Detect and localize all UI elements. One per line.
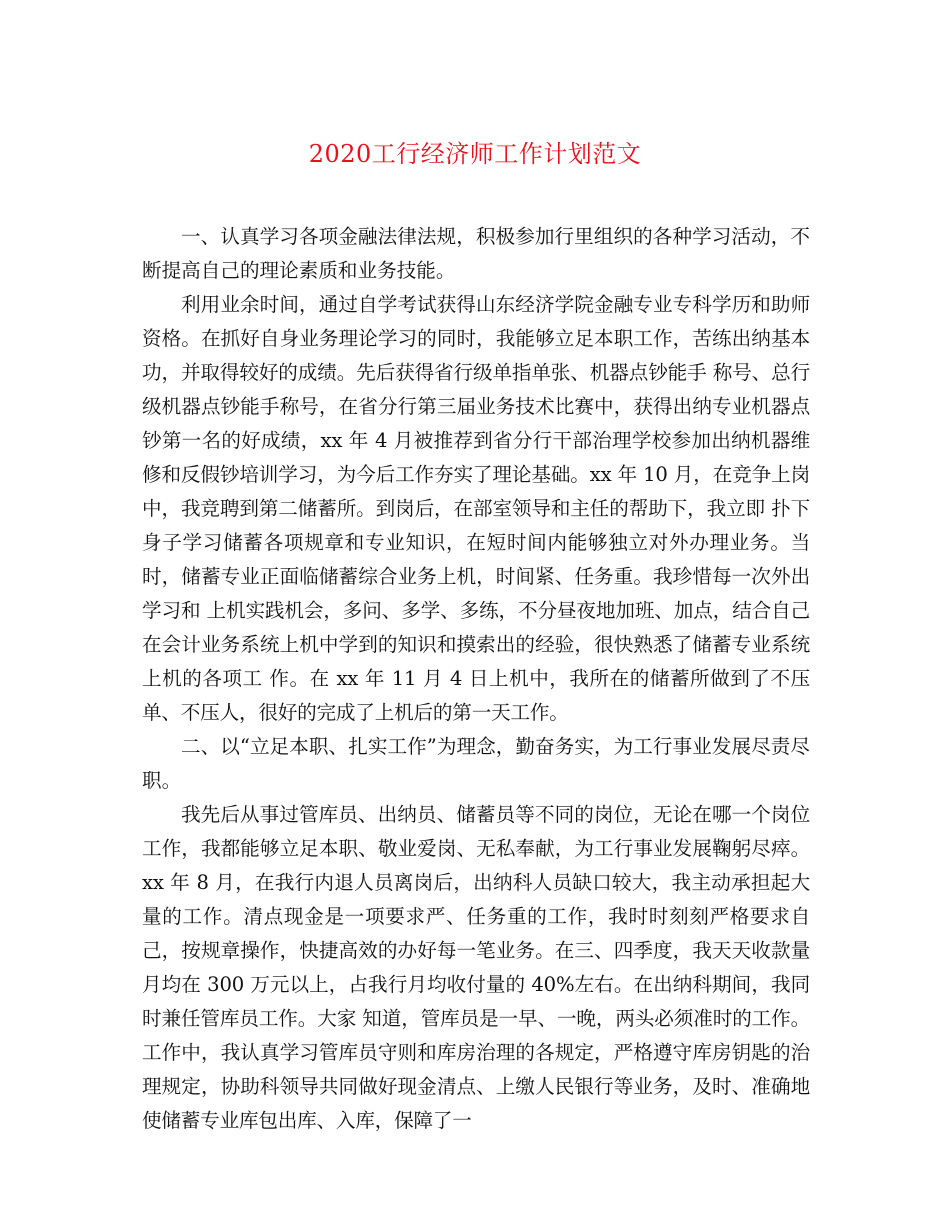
- paragraph-2: 利用业余时间，通过自学考试获得山东经济学院金融专业专科学历和助师资格。在抓好自身业务理论学习的同时，我能够立足本职工作，苦练出纳基本功，并取得较好的成绩。先后获得省行级单指单张、机器点钞能手 称号、总行级机器点钞能手称号，在省分行第三届业务技术比赛中，获得出纳专业机器点钞第一名的好成绩，xx 年 4 月被推荐到省分行干部治理学校参加出纳机器维修和反假钞培训学习，为今后工作夯实了理论基础。xx 年 10 月，在竞争上岗中，我竞聘到第二储蓄所。到岗后，在部室领导和主任的帮助下，我立即 扑下身子学习储蓄各项规章和专业知识，在短时间内能够独立对外办理业务。当时，储蓄专业正面临储蓄综合业务上机，时间紧、任务重。我珍惜每一次外出学习和 上机实践机会，多问、多学、多练，不分昼夜地加班、加点，结合自己在会计业务系统上机中学到的知识和摸索出的经验，很快熟悉了储蓄专业系统上机的各项工 作。在 xx 年 11 月 4 日上机中，我所在的储蓄所做到了不压单、不压人，很好的完成了上机后的第一天工作。: [142, 293, 810, 724]
- paragraph-3: 二、以“立足本职、扎实工作”为理念，勤奋务实，为工行事业发展尽责尽职。: [142, 735, 810, 792]
- paragraph-1: 一、认真学习各项金融法律法规，积极参加行里组织的各种学习活动，不断提高自己的理论素质和业务技能。: [142, 225, 810, 282]
- paragraph-4: 我先后从事过管库员、出纳员、储蓄员等不同的岗位，无论在哪一个岗位工作，我都能够立足本职、敬业爱岗、无私奉献，为工行事业发展鞠躬尽瘁。xx 年 8 月，在我行内退人员离岗后，出纳科人员缺口较大，我主动承担起大量的工作。清点现金是一项要求严、任务重的工作，我时时刻刻严格要求自己，按规章操作，快捷高效的办好每一笔业务。在三、四季度，我天天收款量月均在 300 万元以上，占我行月均收付量的 40%左右。在出纳科期间，我同时兼任管库员工作。大家 知道，管库员是一早、一晚，两头必须准时的工作。工作中，我认真学习管库员守则和库房治理的各规定，严格遵守库房钥匙的治理规定，协助科领导共同做好现金清点、上缴人民银行等业务，及时、准确地使储蓄专业库包出库、入库，保障了一: [142, 803, 810, 1132]
- document-title: 2020工行经济师工作计划范文: [308, 140, 642, 168]
- document-body: [142, 220, 810, 1138]
